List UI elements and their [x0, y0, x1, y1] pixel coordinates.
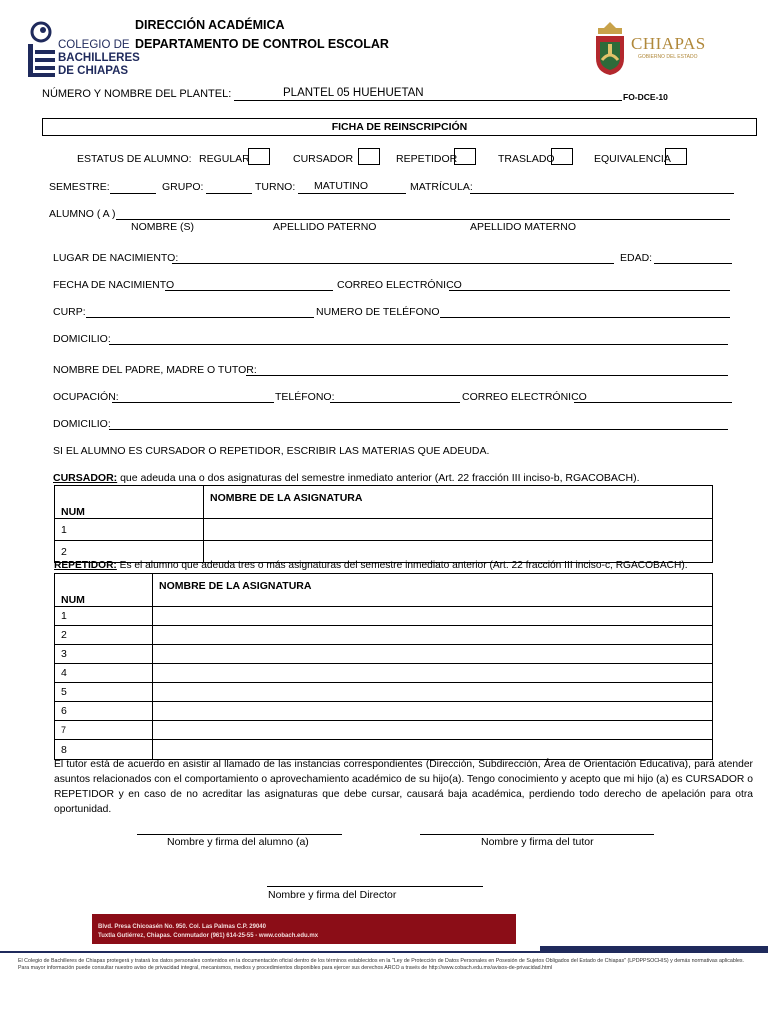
- table-row: [55, 683, 713, 702]
- chiapas-shield-icon: [592, 20, 628, 76]
- table-row: [55, 626, 713, 645]
- agreement-paragraph: El tutor está de acuerdo en asistir al llamado de las instancias correspondientes (Dirección, Subdirección, Área de Orientación Educativa), para atender asuntos relacionados con el comportamiento o aprovechamiento académico de su hijo(a). Tengo conocimiento y acepto que mi hijo (a) es CURSADOR o REPETIDOR y en caso de no acreditar las asignaturas que debe cursar, causará baja académica, perdiendo todo derecho de apelación para otra oportunidad.: [54, 759, 753, 815]
- cursador-col-name: NOMBRE DE LA ASIGNATURA: [204, 486, 713, 519]
- cursador-table: [54, 485, 713, 563]
- cursador-term: CURSADOR:: [53, 472, 118, 484]
- tutor-signature-caption: Nombre y firma del tutor: [481, 836, 594, 848]
- table-row: [55, 607, 713, 626]
- repetidor-row-num: 2: [55, 626, 153, 645]
- form-title: FICHA DE REINSCRIPCIÓN: [42, 118, 757, 136]
- grupo-field[interactable]: [206, 193, 252, 194]
- correo2-field[interactable]: [574, 402, 732, 403]
- semestre-label: SEMESTRE:: [49, 181, 110, 193]
- turno-value: MATUTINO: [314, 180, 369, 192]
- alumno-paterno-caption: APELLIDO PATERNO: [273, 221, 377, 233]
- ocupacion-label: OCUPACIÓN:: [53, 391, 119, 403]
- logo-line3: DE CHIAPAS: [58, 65, 129, 77]
- table-row: [55, 645, 713, 664]
- telefono-field[interactable]: [330, 402, 460, 403]
- correo2-label: CORREO ELECTRÓNICO: [462, 391, 587, 403]
- regular-checkbox[interactable]: [248, 148, 270, 165]
- table-header: [55, 486, 713, 519]
- cursador-checkbox[interactable]: [358, 148, 380, 165]
- repetidor-col-num: NUM: [55, 574, 153, 607]
- curp-field[interactable]: [86, 317, 314, 318]
- telefono-label: TELÉFONO:: [275, 391, 335, 403]
- repetidor-row-subject[interactable]: [153, 626, 713, 645]
- footer-address-band: [92, 914, 516, 944]
- chiapas-logo: [592, 20, 712, 78]
- padre-label: NOMBRE DEL PADRE, MADRE O TUTOR:: [53, 364, 257, 376]
- telefono-num-field[interactable]: [440, 317, 730, 318]
- student-signature-line[interactable]: [137, 834, 342, 835]
- matricula-label: MATRÍCULA:: [410, 181, 473, 193]
- domicilio2-field[interactable]: [109, 429, 728, 430]
- tutor-signature-line[interactable]: [420, 834, 654, 835]
- turno-label: TURNO:: [255, 181, 296, 193]
- estatus-option-cursador: CURSADOR: [293, 153, 354, 165]
- estatus-option-traslado: TRASLADO: [498, 153, 555, 165]
- student-signature-caption: Nombre y firma del alumno (a): [167, 836, 309, 848]
- repetidor-row-num: 3: [55, 645, 153, 664]
- footer-divider: [0, 951, 768, 953]
- table-row: [55, 519, 713, 541]
- table-row: [55, 664, 713, 683]
- estatus-option-repetidor: REPETIDOR: [396, 153, 458, 165]
- traslado-checkbox[interactable]: [551, 148, 573, 165]
- alumno-materno-caption: APELLIDO MATERNO: [470, 221, 576, 233]
- chiapas-wordmark: CHIAPAS: [631, 34, 706, 53]
- edad-field[interactable]: [654, 263, 732, 264]
- semestre-field[interactable]: [110, 193, 156, 194]
- turno-field[interactable]: [298, 193, 406, 194]
- repetidor-row-num: 1: [55, 607, 153, 626]
- repetidor-row-subject[interactable]: [153, 607, 713, 626]
- estatus-option-equivalencia: EQUIVALENCIA: [594, 153, 671, 165]
- instruction-text: SI EL ALUMNO ES CURSADOR O REPETIDOR, ESCRIBIR LAS MATERIAS QUE ADEUDA.: [53, 445, 490, 457]
- padre-field[interactable]: [246, 375, 728, 376]
- grupo-label: GRUPO:: [162, 181, 204, 193]
- plantel-label: NÚMERO Y NOMBRE DEL PLANTEL:: [42, 88, 232, 100]
- cursador-desc: que adeuda una o dos asignaturas del semestre inmediato anterior (Art. 22 fracción III inciso-b, RGACOBACH).: [117, 472, 640, 484]
- cursador-row-num: 1: [55, 519, 204, 541]
- repetidor-row-num: 5: [55, 683, 153, 702]
- lugar-label: LUGAR DE NACIMIENTO:: [53, 252, 179, 264]
- repetidor-checkbox[interactable]: [454, 148, 476, 165]
- cobach-logo: [26, 20, 140, 80]
- plantel-value: PLANTEL 05 HUEHUETAN: [283, 87, 424, 99]
- alumno-field[interactable]: [116, 219, 730, 220]
- cursador-row-subject[interactable]: [204, 519, 713, 541]
- plantel-underline[interactable]: [234, 100, 622, 101]
- equivalencia-checkbox[interactable]: [665, 148, 687, 165]
- repetidor-desc: Es el alumno que adeuda tres o más asignaturas del semestre inmediato anterior (Art. 22 fracción III inciso-c, RGACOBACH).: [116, 560, 688, 571]
- domicilio-label: DOMICILIO:: [53, 333, 111, 345]
- director-signature-caption: Nombre y firma del Director: [268, 889, 397, 901]
- repetidor-term: REPETIDOR:: [54, 560, 117, 571]
- chiapas-subtitle: GOBIERNO DEL ESTADO: [638, 54, 698, 60]
- fecha-label: FECHA DE NACIMIENTO: [53, 279, 175, 291]
- correo-label: CORREO ELECTRÓNICO: [337, 279, 462, 291]
- repetidor-row-subject[interactable]: [153, 683, 713, 702]
- table-header: [55, 574, 713, 607]
- matricula-field[interactable]: [470, 193, 734, 194]
- repetidor-row-num: 6: [55, 702, 153, 721]
- cobach-emblem-icon: [26, 20, 56, 78]
- lugar-field[interactable]: [172, 263, 614, 264]
- repetidor-table: [54, 573, 713, 760]
- telefono-num-label: NUMERO DE TELÉFONO: [316, 306, 440, 318]
- ocupacion-field[interactable]: [112, 402, 274, 403]
- repetidor-row-num: 4: [55, 664, 153, 683]
- cursador-definition: [53, 472, 640, 484]
- domicilio-field[interactable]: [109, 344, 728, 345]
- footer-address-line2: Tuxtla Gutiérrez, Chiapas. Conmutador (961) 614-25-55 - www.cobach.edu.mx: [98, 933, 319, 939]
- cursador-row-num: 2: [55, 541, 204, 563]
- table-row: [55, 721, 713, 740]
- repetidor-row-subject[interactable]: [153, 702, 713, 721]
- repetidor-row-num: 7: [55, 721, 153, 740]
- fecha-field[interactable]: [165, 290, 333, 291]
- correo-field[interactable]: [449, 290, 730, 291]
- privacy-notice: El Colegio de Bachilleres de Chiapas protegerá y tratará los datos personales contenidos en la documentación oficial dentro de los términos establecidos en la "Ley de Protección de Datos Personales en Posesión de Sujetos Obligados del Estado de Chiapas" (LPDPPSOCHIS) y demás normativas aplicables. Para mayor información puede consultar nuestro aviso de privacidad integral, mecanismos, medios y procedimientos disponibles para ejercer sus derechos ARCO a través de http://www.cobach.edu.mx/avisos-de-privacidad.html: [18, 958, 745, 971]
- logo-line2: BACHILLERES: [58, 52, 140, 64]
- curp-label: CURP:: [53, 306, 86, 318]
- repetidor-row-subject[interactable]: [153, 645, 713, 664]
- header-title-direccion: DIRECCIÓN ACADÉMICA: [135, 18, 285, 32]
- logo-line1: COLEGIO DE: [58, 39, 130, 51]
- cursador-col-num: NUM: [55, 486, 204, 519]
- repetidor-row-subject[interactable]: [153, 721, 713, 740]
- estatus-option-regular: REGULAR: [199, 153, 250, 165]
- domicilio2-label: DOMICILIO:: [53, 418, 111, 430]
- alumno-nombre-caption: NOMBRE (S): [131, 221, 194, 233]
- footer-address-line1: Blvd. Presa Chicoasén No. 950. Col. Las Palmas C.P. 29040: [98, 924, 266, 930]
- repetidor-col-name: NOMBRE DE LA ASIGNATURA: [153, 574, 713, 607]
- header-title-departamento: DEPARTAMENTO DE CONTROL ESCOLAR: [135, 37, 389, 51]
- repetidor-row-subject[interactable]: [153, 664, 713, 683]
- edad-label: EDAD:: [620, 252, 653, 264]
- form-code: FO-DCE-10: [623, 92, 668, 102]
- alumno-label: ALUMNO ( A ): [49, 208, 116, 220]
- director-signature-line[interactable]: [267, 886, 483, 887]
- table-row: [55, 702, 713, 721]
- repetidor-definition: [54, 560, 688, 571]
- repetidor-row-num: 8: [55, 740, 153, 760]
- estatus-label: ESTATUS DE ALUMNO:: [77, 153, 192, 165]
